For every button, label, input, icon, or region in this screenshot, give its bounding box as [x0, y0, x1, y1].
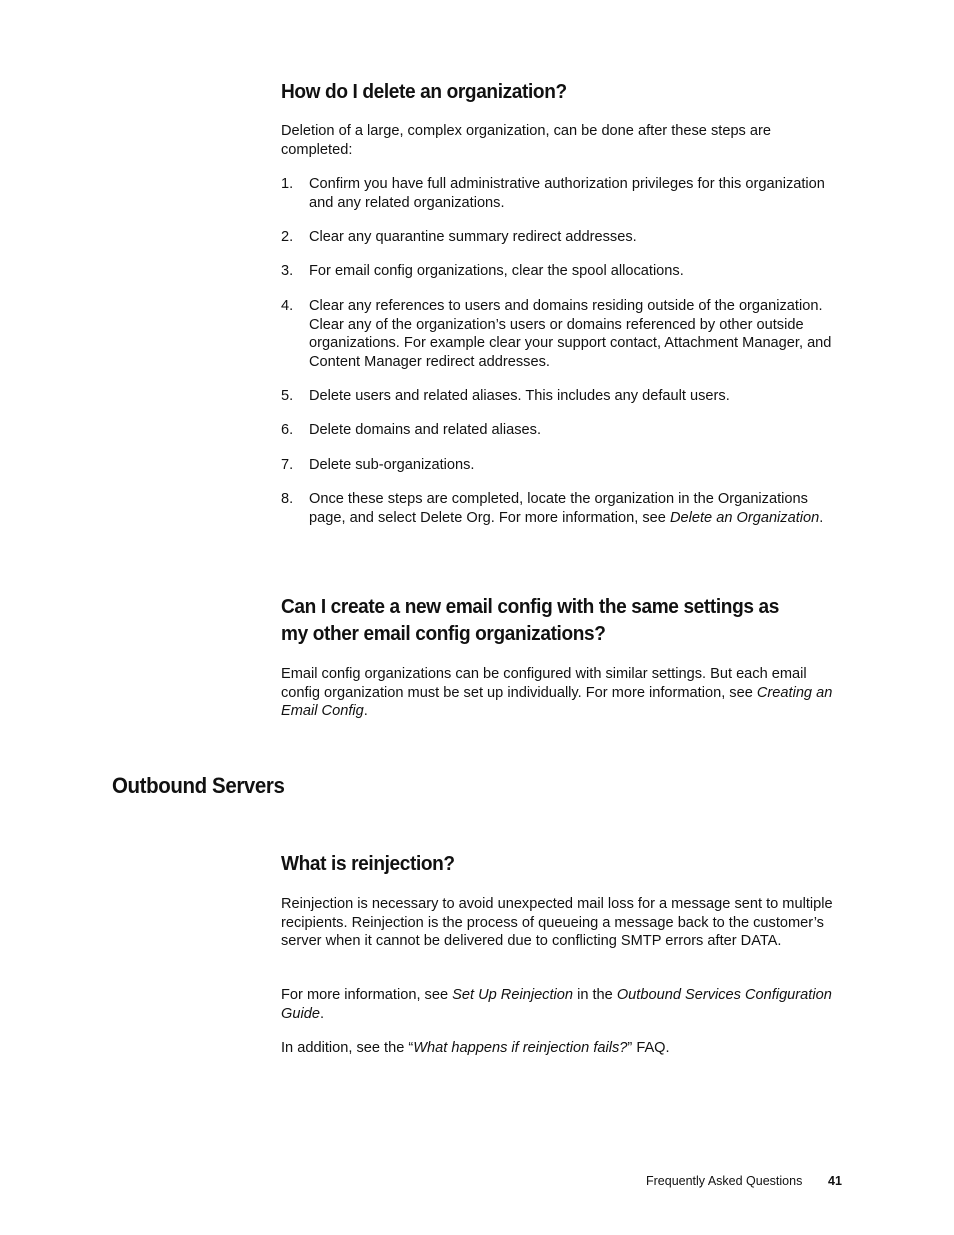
list-text: Clear any quarantine summary redirect addresses. [309, 229, 637, 245]
paragraph-text-end: . [363, 703, 368, 720]
list-number: 2. [281, 229, 294, 245]
link-reinjection-fails-faq[interactable]: What happens if reinjection fails? [413, 1040, 628, 1056]
paragraph-text-mid: in the [573, 987, 617, 1003]
reinjection-paragraph: Reinjection is necessary to avoid unexpected mail loss for a message sent to multiple recipients. Reinjection is the process of queueing a message back to the customer’s server when it cannot be delivered due to conflicting SMTP errors after DATA. [281, 896, 833, 950]
list-text: Confirm you have full administrative authorization privileges for this organization and any related organizations. [309, 176, 825, 211]
list-text: Clear any references to users and domains residing outside of the organization. Clear any of the organization’s users or domains referenced by other outside organizations. For example clear your support contact, Attachment Manager, and Content Manager redirect addresses. [309, 298, 832, 370]
paragraph-text-end: . [319, 1005, 325, 1022]
email-config-paragraph [281, 665, 846, 721]
intro-paragraph: Deletion of a large, complex organization, can be done after these steps are completed: [281, 123, 772, 158]
heading-line-1: Can I create a new email config with the same settings as [281, 595, 779, 618]
paragraph-text: In addition, see the “ [281, 1040, 414, 1056]
paragraph-text: For more information, see [281, 987, 453, 1003]
list-text: For email config organizations, clear the spool allocations. [309, 263, 684, 279]
heading-delete-organization: How do I delete an organization? [281, 80, 567, 103]
link-creating-an-email-config[interactable]: Creating an Email Config [281, 684, 833, 720]
list-number: 6. [281, 422, 294, 438]
list-number: 1. [281, 176, 294, 192]
list-text: Delete users and related aliases. This includes any default users. [309, 388, 730, 404]
heading-create-email-config [281, 593, 779, 647]
list-number: 7. [281, 457, 294, 473]
link-outbound-services-guide[interactable]: Outbound Services Configuration Guide [281, 987, 832, 1022]
heading-line-2: my other email config organizations? [281, 622, 606, 645]
page-number: 41 [828, 1174, 842, 1188]
link-set-up-reinjection[interactable]: Set Up Reinjection [452, 987, 574, 1003]
link-delete-an-organization[interactable]: Delete an Organization [669, 509, 820, 526]
paragraph-text: Email config organizations can be configured with similar settings. But each email config organization must be set up individually. For more information, see [281, 666, 807, 701]
faq-reference-paragraph [281, 1039, 846, 1058]
list-number: 8. [281, 491, 294, 507]
section-title-outbound-servers: Outbound Servers [112, 773, 285, 798]
heading-what-is-reinjection: What is reinjection? [281, 852, 455, 875]
list-text: Delete domains and related aliases. [309, 422, 542, 438]
list-number: 5. [281, 388, 294, 404]
step-text-end: . [819, 509, 824, 526]
step-text: Once these steps are completed, locate the organization in the Organizations page, and select Delete Org. For more information, see [309, 491, 808, 526]
list-number: 3. [281, 263, 294, 279]
footer-label: Frequently Asked Questions [646, 1174, 803, 1188]
paragraph-text-end: ” FAQ. [627, 1040, 670, 1056]
list-text: Delete sub-organizations. [309, 457, 475, 473]
list-text [309, 490, 846, 527]
more-info-paragraph [281, 986, 846, 1023]
list-number: 4. [281, 298, 294, 314]
